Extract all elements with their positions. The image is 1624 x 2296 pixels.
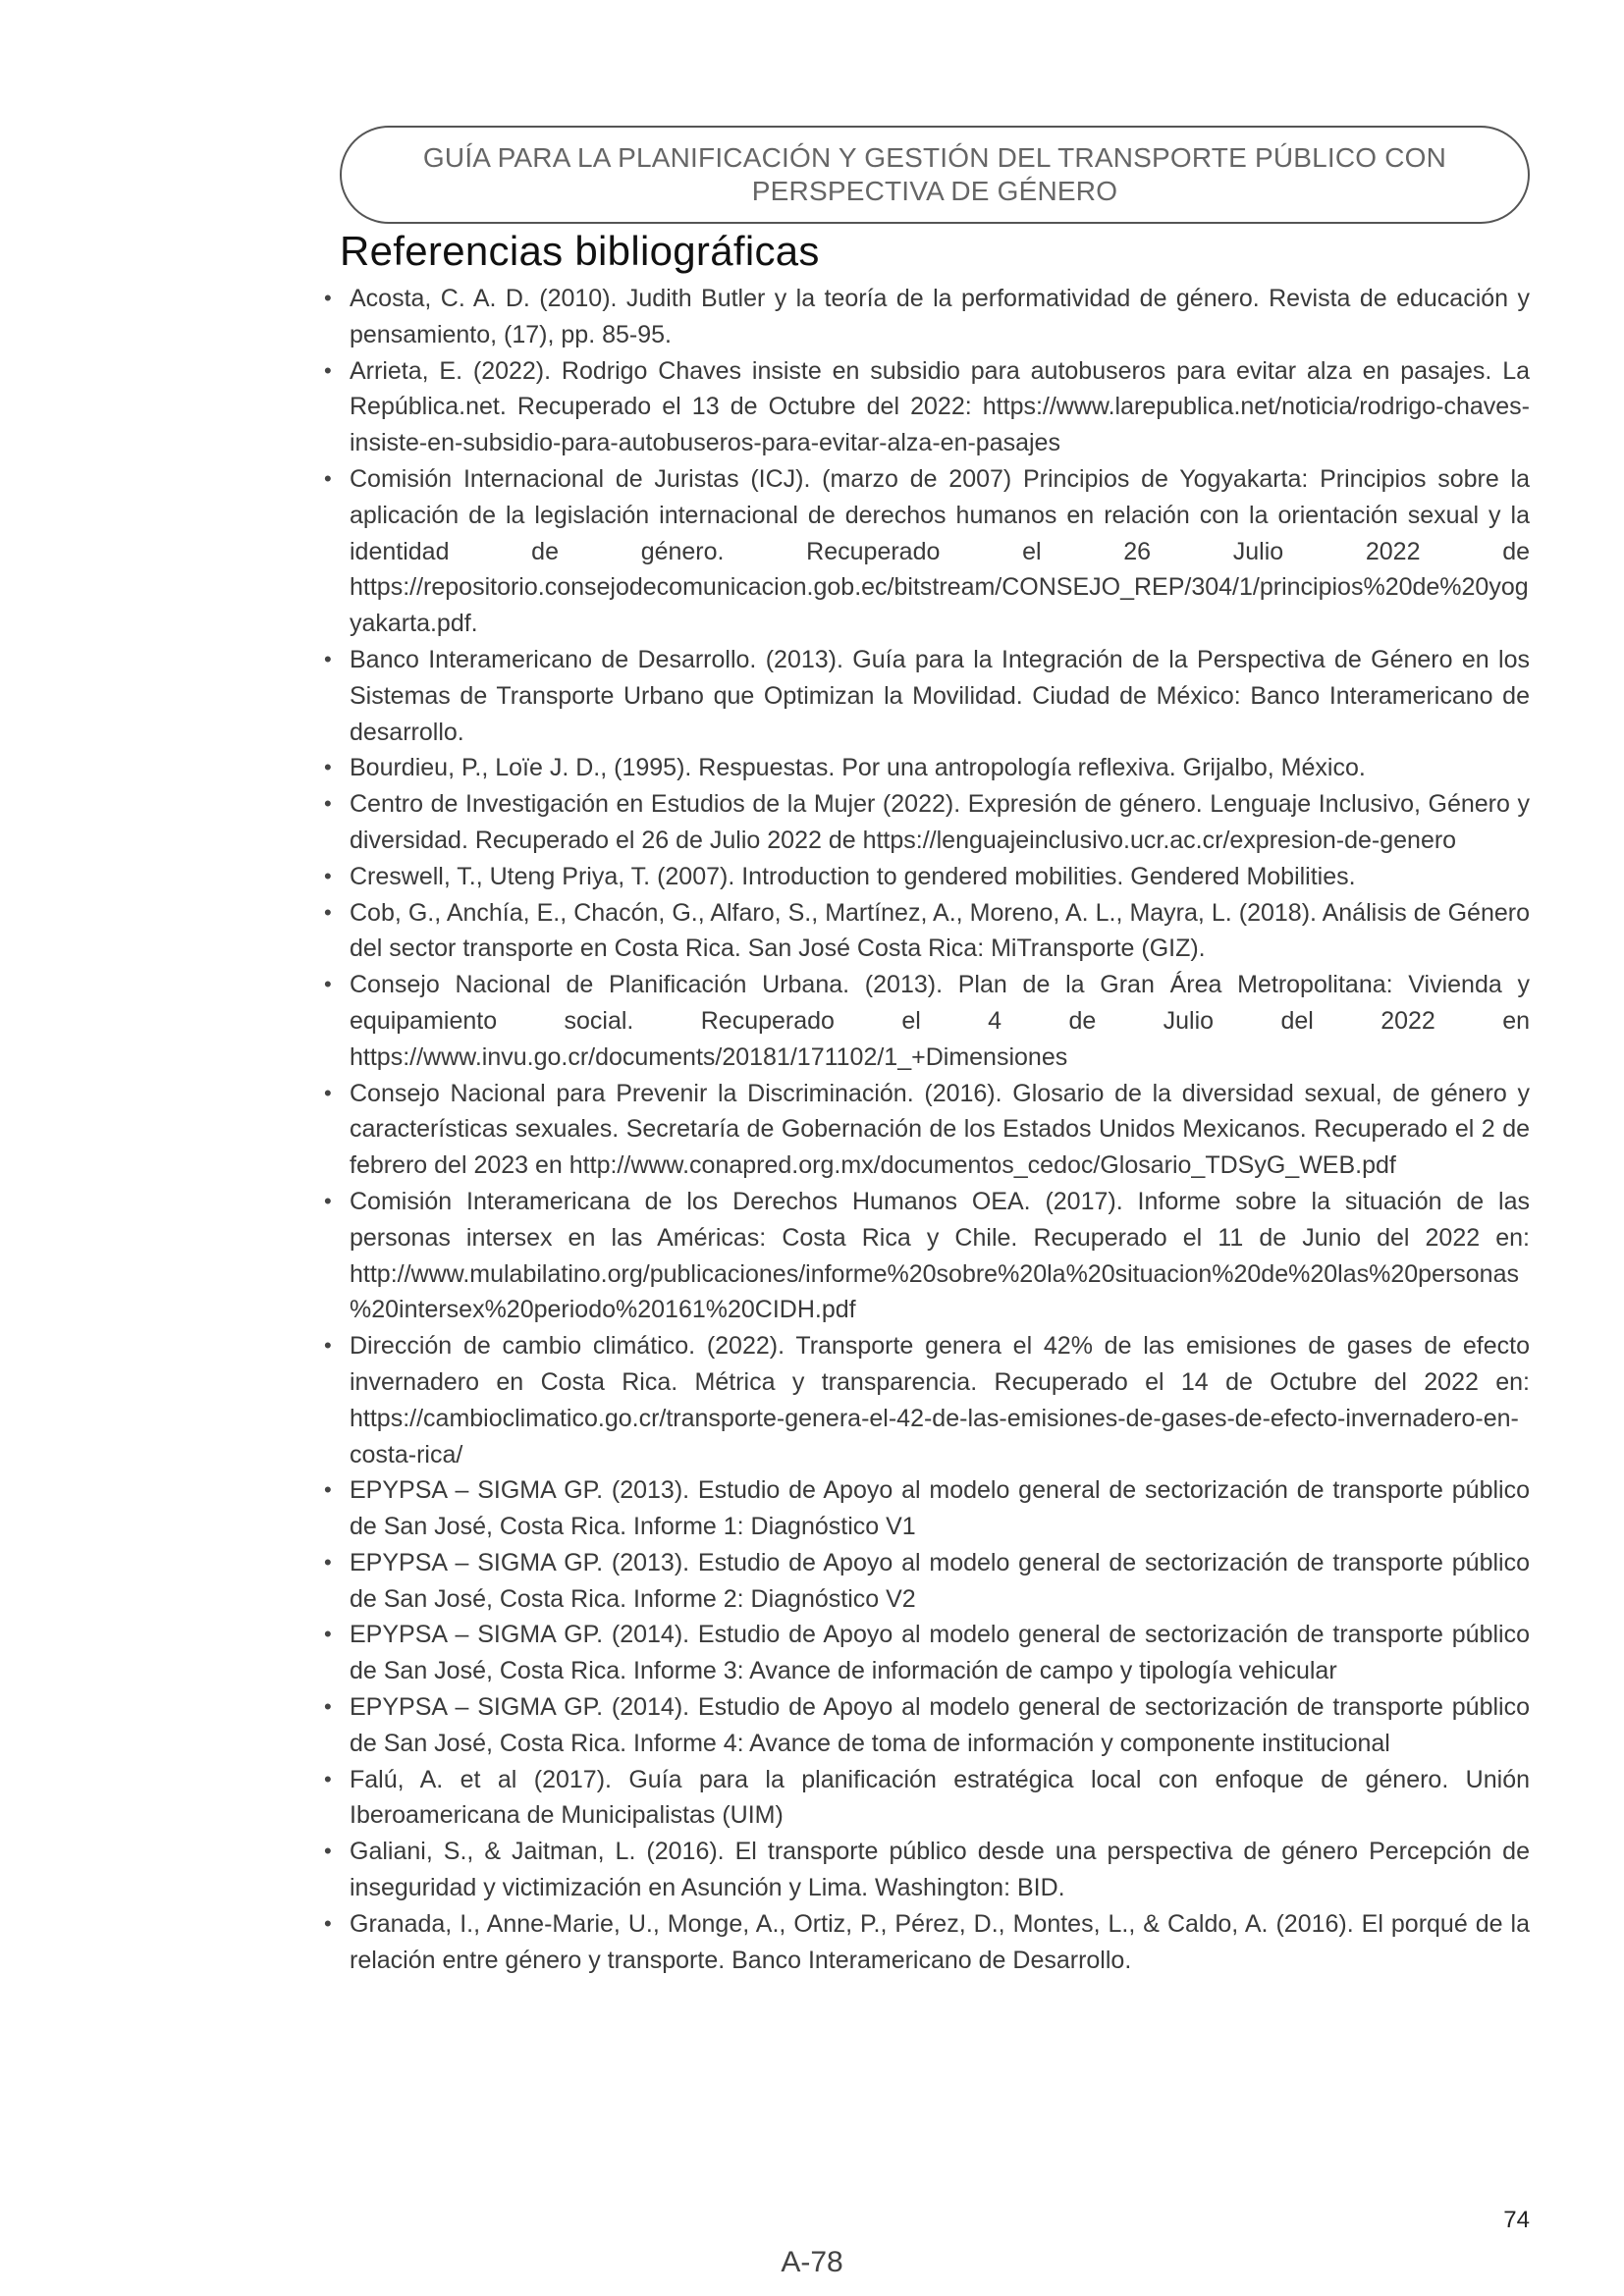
- reference-item: • Comisión Interamericana de los Derechos Humanos OEA. (2017). Informe sobre la situación de las personas intersex en las Américas: Costa Rica y Chile. Recuperado el 11 de Junio del 2022 en: http://www.mulabilatino.org/publicaciones/informe%20sobre%20la%20situacion%20de%20las%20personas%20intersex%20periodo%20161%20CIDH.pdf: [322, 1184, 1530, 1328]
- reference-item: • Cob, G., Anchía, E., Chacón, G., Alfaro, S., Martínez, A., Moreno, A. L., Mayra, L. (2018). Análisis de Género del sector transporte en Costa Rica. San José Costa Rica: MiTransporte (GIZ).: [322, 895, 1530, 968]
- reference-item: • Dirección de cambio climático. (2022). Transporte genera el 42% de las emisiones de gases de efecto invernadero en Costa Rica. Métrica y transparencia. Recuperado el 14 de Octubre del 2022 en: https://cambioclimatico.go.cr/transporte-genera-el-42-de-las-emisiones-de-gases-de-efecto-invernadero-en-costa-rica/: [322, 1328, 1530, 1472]
- reference-item: • Acosta, C. A. D. (2010). Judith Butler y la teoría de la performatividad de género. Revista de educación y pensamiento, (17), pp. 85-95.: [322, 281, 1530, 353]
- annex-page-number: A-78: [781, 2246, 843, 2278]
- reference-item: • Falú, A. et al (2017). Guía para la planificación estratégica local con enfoque de género. Unión Iberoamericana de Municipalistas (UIM): [322, 1762, 1530, 1835]
- reference-item: • Consejo Nacional de Planificación Urbana. (2013). Plan de la Gran Área Metropolitana: Vivienda y equipamiento social. Recuperado el 4 de Julio del 2022 en https://www.invu.go.cr/documents/20181/171102/1_+Dimensiones: [322, 967, 1530, 1075]
- reference-item: • Centro de Investigación en Estudios de la Mujer (2022). Expresión de género. Lenguaje Inclusivo, Género y diversidad. Recuperado el 26 de Julio 2022 de https://lenguajeinclusivo.ucr.ac.cr/expresion-de-genero: [322, 786, 1530, 859]
- reference-item: • Comisión Internacional de Juristas (ICJ). (marzo de 2007) Principios de Yogyakarta: Principios sobre la aplicación de la legislación internacional de derechos humanos en relación con la orientación sexual y la identidad de género. Recuperado el 26 Julio 2022 de https://repositorio.consejodecomunicacion.gob.ec/bitstream/CONSEJO_REP/304/1/principios%20de%20yogyakarta.pdf.: [322, 461, 1530, 642]
- reference-item: • Arrieta, E. (2022). Rodrigo Chaves insiste en subsidio para autobuseros para evitar alza en pasajes. La República.net. Recuperado el 13 de Octubre del 2022: https://www.larepublica.net/noticia/rodrigo-chaves-insiste-en-subsidio-para-autobuseros-para-evitar-alza-en-pasajes: [322, 353, 1530, 461]
- reference-item: • Consejo Nacional para Prevenir la Discriminación. (2016). Glosario de la diversidad sexual, de género y características sexuales. Secretaría de Gobernación de los Estados Unidos Mexicanos. Recuperado el 2 de febrero del 2023 en http://www.conapred.org.mx/documentos_cedoc/Glosario_TDSyG_WEB.pdf: [322, 1076, 1530, 1184]
- reference-item: • EPYPSA – SIGMA GP. (2013). Estudio de Apoyo al modelo general de sectorización de transporte público de San José, Costa Rica. Informe 2: Diagnóstico V2: [322, 1545, 1530, 1618]
- document-header: [340, 126, 1530, 224]
- reference-item: • EPYPSA – SIGMA GP. (2014). Estudio de Apoyo al modelo general de sectorización de transporte público de San José, Costa Rica. Informe 4: Avance de toma de información y componente institucional: [322, 1689, 1530, 1762]
- reference-item: • EPYPSA – SIGMA GP. (2014). Estudio de Apoyo al modelo general de sectorización de transporte público de San José, Costa Rica. Informe 3: Avance de información de campo y tipología vehicular: [322, 1617, 1530, 1689]
- reference-item: • Banco Interamericano de Desarrollo. (2013). Guía para la Integración de la Perspectiva de Género en los Sistemas de Transporte Urbano que Optimizan la Movilidad. Ciudad de México: Banco Interamericano de desarrollo.: [322, 642, 1530, 750]
- reference-item: • Creswell, T., Uteng Priya, T. (2007). Introduction to gendered mobilities. Gendered Mobilities.: [322, 859, 1530, 895]
- reference-item: • Granada, I., Anne-Marie, U., Monge, A., Ortiz, P., Pérez, D., Montes, L., & Caldo, A. (2016). El porqué de la relación entre género y transporte. Banco Interamericano de Desarrollo.: [322, 1906, 1530, 1979]
- header-title-line-1: GUÍA PARA LA PLANIFICACIÓN Y GESTIÓN DEL TRANSPORTE PÚBLICO CON: [422, 142, 1447, 173]
- reference-item: • Galiani, S., & Jaitman, L. (2016). El transporte público desde una perspectiva de género Percepción de inseguridad y victimización en Asunción y Lima. Washington: BID.: [322, 1834, 1530, 1906]
- section-title: Referencias bibliográficas: [340, 228, 820, 274]
- header-title-line-2: PERSPECTIVA DE GÉNERO: [751, 176, 1118, 206]
- page-number: 74: [1503, 2207, 1530, 2233]
- reference-item: • Bourdieu, P., Loïe J. D., (1995). Respuestas. Por una antropología reflexiva. Grijalbo, México.: [322, 750, 1530, 786]
- reference-item: • EPYPSA – SIGMA GP. (2013). Estudio de Apoyo al modelo general de sectorización de transporte público de San José, Costa Rica. Informe 1: Diagnóstico V1: [322, 1472, 1530, 1545]
- reference-list: [322, 281, 1530, 1978]
